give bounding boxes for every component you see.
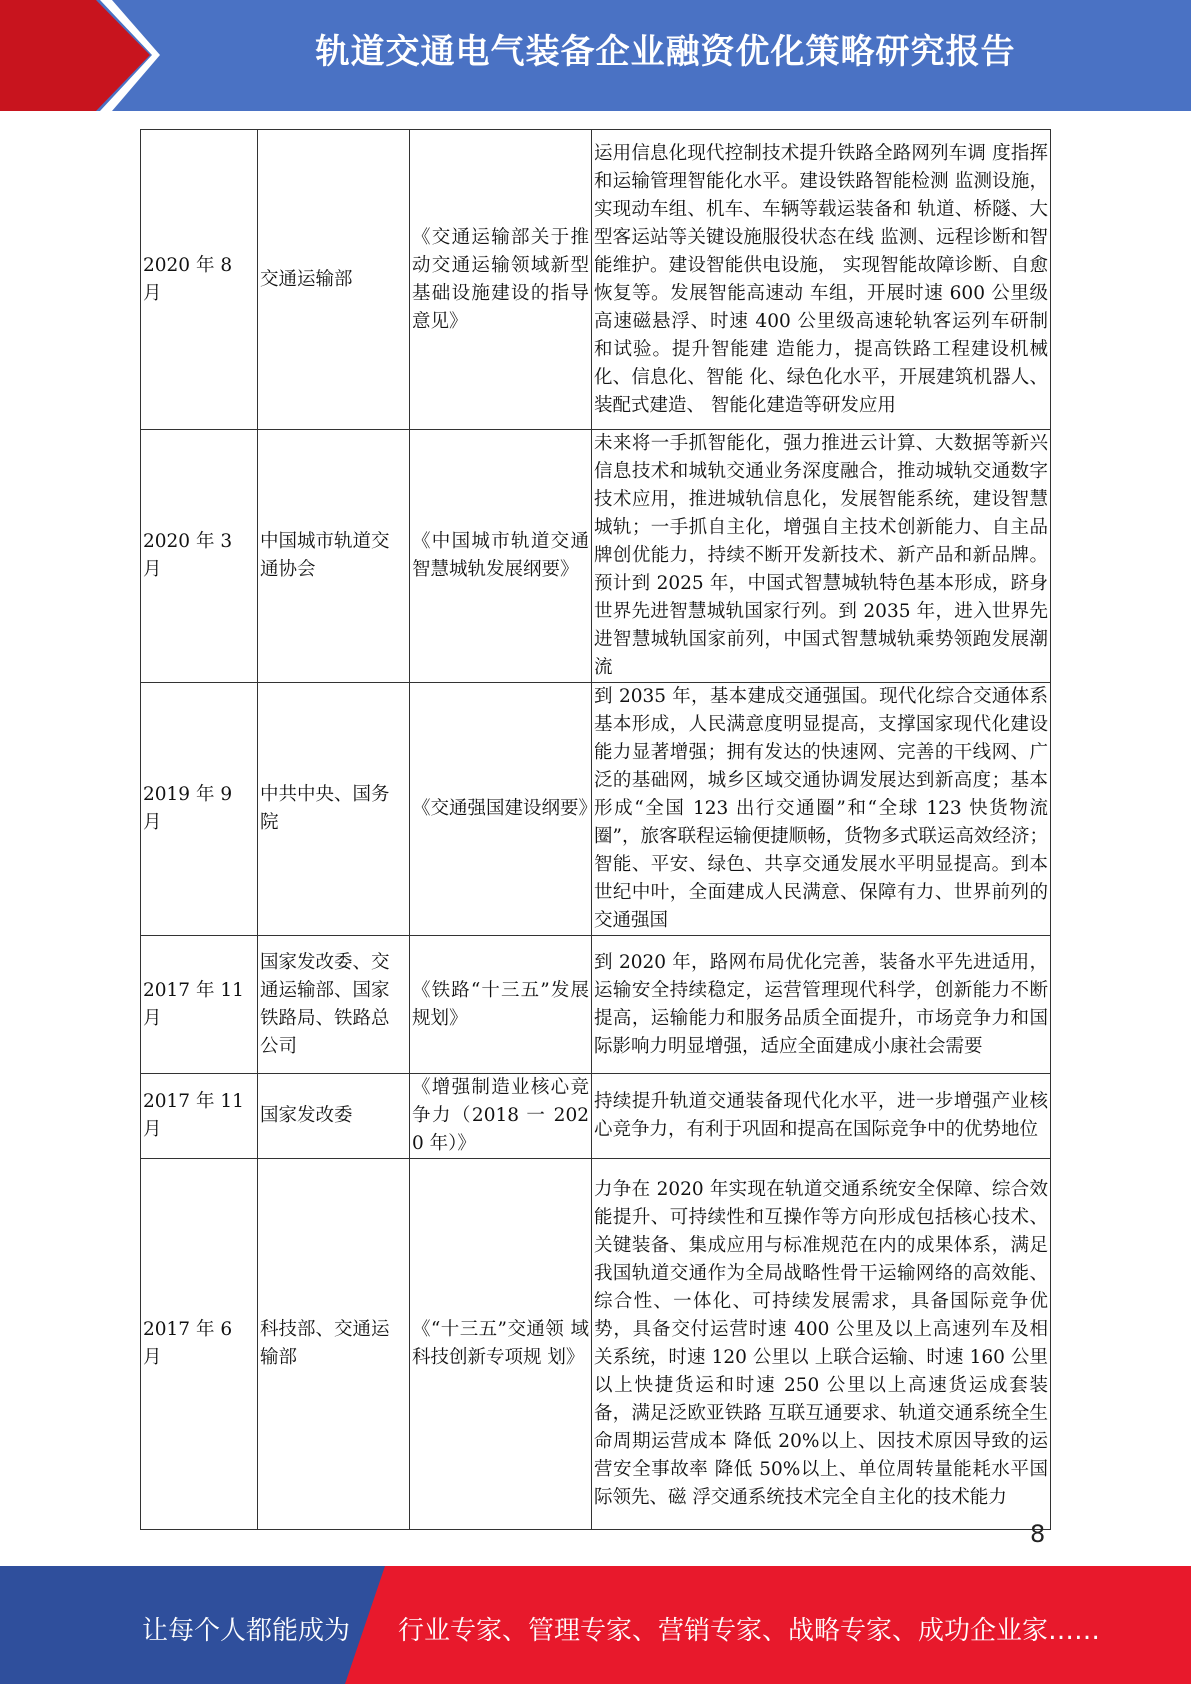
content-cell: 到 2035 年，基本建成交通强国。现代化综合交通体系基本形成，人民满意度明显提高，支撑国家现代化建设能力显著增强；拥有发达的快速网、完善的干线网、广泛的基础网，城乡区域交通协调发展达到新高度；基本形成“全国 123 出行交通圈”和“全球 123 快货物流圈”，旅客联程运输便捷顺畅，货物多式联运高效经济；智能、平安、绿色、共享交通发展水平明显提高。到本世纪中叶，全面建成人民满意、保障有力、世界前列的交通强国 <box>592 683 1051 936</box>
table-row <box>141 936 1051 1074</box>
page-footer <box>0 1566 1191 1684</box>
footer-slogan-left: 让每个人都能成为 <box>142 1616 351 1646</box>
page-number: 8 <box>1030 1520 1046 1548</box>
date-cell: 2019 年 9 月 <box>141 683 258 936</box>
table-row <box>141 130 1051 430</box>
table-row <box>141 1159 1051 1530</box>
date-cell: 2020 年 8 月 <box>141 130 258 430</box>
policy-table <box>140 129 1051 1530</box>
table-row <box>141 683 1051 936</box>
content-cell: 持续提升轨道交通装备现代化水平，进一步增强产业核心竞争力，有利于巩固和提高在国际竞争中的优势地位 <box>592 1074 1051 1159</box>
footer-slogan-right: 行业专家、管理专家、营销专家、战略专家、成功企业家…… <box>398 1616 1101 1646</box>
department-cell: 国家发改委 <box>258 1074 410 1159</box>
table-row <box>141 1074 1051 1159</box>
document-cell: 《中国城市轨道交通智慧城轨发展纲要》 <box>410 430 592 683</box>
date-cell: 2017 年 11 月 <box>141 936 258 1074</box>
document-cell: 《增强制造业核心竞争力（2018 一 2020 年）》 <box>410 1074 592 1159</box>
department-cell: 科技部、交通运输部 <box>258 1159 410 1530</box>
content-cell: 到 2020 年，路网布局优化完善，装备水平先进适用，运输安全持续稳定，运营管理现代科学，创新能力不断提高，运输能力和服务品质全面提升，市场竞争力和国际影响力明显增强，适应全面建成小康社会需要 <box>592 936 1051 1074</box>
document-cell: 《交通强国建设纲要》 <box>410 683 592 936</box>
document-cell: 《铁路“十三五”发展规划》 <box>410 936 592 1074</box>
document-cell: 《交通运输部关于推动交通运输领域新型基础设施建设的指导意见》 <box>410 130 592 430</box>
department-cell: 交通运输部 <box>258 130 410 430</box>
table-row <box>141 430 1051 683</box>
header-red-chevron <box>0 0 150 111</box>
department-cell: 中共中央、国务院 <box>258 683 410 936</box>
date-cell: 2020 年 3 月 <box>141 430 258 683</box>
page-title: 轨道交通电气装备企业融资优化策略研究报告 <box>315 32 1016 72</box>
content-cell: 未来将一手抓智能化，强力推进云计算、大数据等新兴信息技术和城轨交通业务深度融合，推动城轨交通数字技术应用，推进城轨信息化，发展智能系统，建设智慧城轨；一手抓自主化，增强自主技术创新能力、自主品牌创优能力，持续不断开发新技术、新产品和新品牌。预计到 2025 年，中国式智慧城轨特色基本形成，跻身世界先进智慧城轨国家行列。到 2035 年，进入世界先进智慧城轨国家前列，中国式智慧城轨乘势领跑发展潮流 <box>592 430 1051 683</box>
document-cell: 《“十三五”交通领 域科技创新专项规 划》 <box>410 1159 592 1530</box>
department-cell: 国家发改委、交通运输部、国家铁路局、铁路总公司 <box>258 936 410 1074</box>
date-cell: 2017 年 6 月 <box>141 1159 258 1530</box>
department-cell: 中国城市轨道交通协会 <box>258 430 410 683</box>
page-header <box>0 0 1191 111</box>
content-cell: 运用信息化现代控制技术提升铁路全路网列车调 度指挥和运输管理智能化水平。建设铁路智能检测 监测设施，实现动车组、机车、车辆等载运装备和 轨道、桥隧、大型客运站等关键设施服役状态在线 监测、远程诊断和智能维护。建设智能供电设施， 实现智能故障诊断、自愈恢复等。发展智能高速动 车组，开展时速 600 公里级高速磁悬浮、时速 400 公里级高速轮轨客运列车研制和试验。提升智能建 造能力，提高铁路工程建设机械化、信息化、智能 化、绿色化水平，开展建筑机器人、装配式建造、 智能化建造等研发应用 <box>592 130 1051 430</box>
content-cell: 力争在 2020 年实现在轨道交通系统安全保障、综合效能提升、可持续性和互操作等方向形成包括核心技术、关键装备、集成应用与标准规范在内的成果体系，满足我国轨道交通作为全局战略性骨干运输网络的高效能、综合性、一体化、可持续发展需求，具备国际竞争优势，具备交付运营时速 400 公里及以上高速列车及相关系统，时速 120 公里以 上联合运输、时速 160 公里以上快捷货运和时速 250 公里以上高速货运成套装备，满足泛欧亚铁路 互联互通要求、轨道交通系统全生命周期运营成本 降低 20%以上、因技术原因导致的运营安全事故率 降低 50%以上、单位周转量能耗水平国际领先、磁 浮交通系统技术完全自主化的技术能力 <box>592 1159 1051 1530</box>
date-cell: 2017 年 11 月 <box>141 1074 258 1159</box>
policy-table-wrapper <box>140 129 1051 1530</box>
